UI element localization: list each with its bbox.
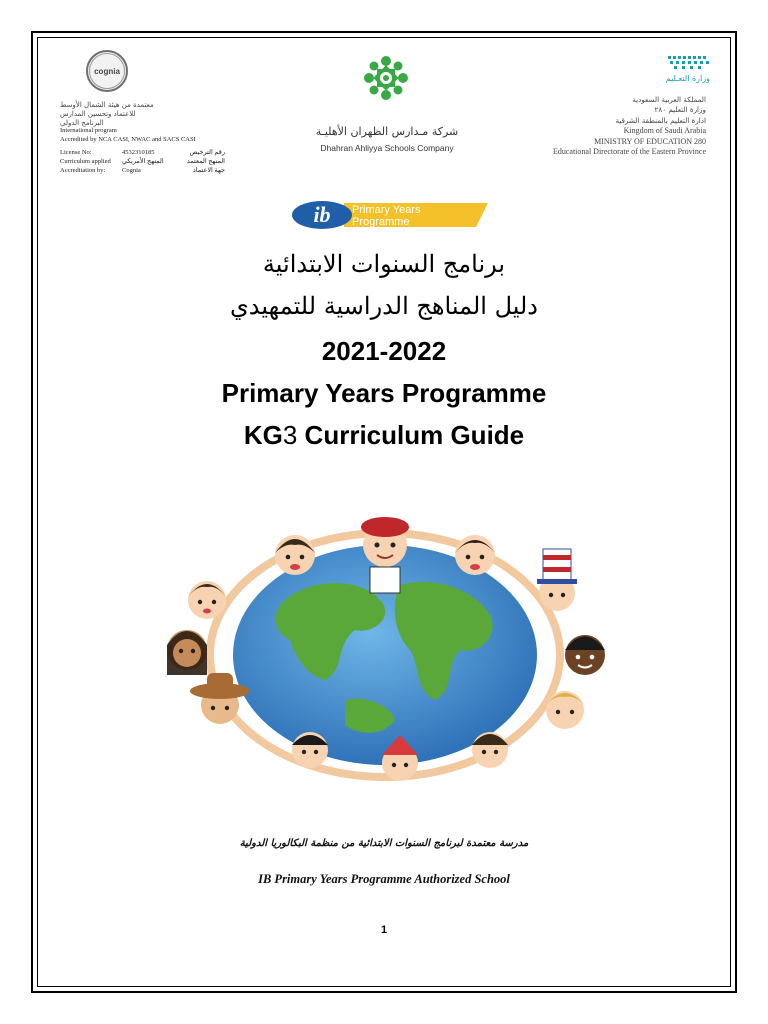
ministry-line: وزارة التعليم ٢٨٠ xyxy=(654,105,706,115)
license-table xyxy=(60,148,225,175)
ministry-logo-text: وزارة التعـليم xyxy=(665,74,710,83)
ministry-line: ادارة التعليم بالمنطقة الشرقية xyxy=(615,115,706,125)
children-around-globe-illustration xyxy=(145,505,625,790)
title-arabic-line2: دليل المناهج الدراسية للتمهيدي xyxy=(230,292,538,320)
license-label-ar: رقم الترخيص xyxy=(189,149,225,156)
license-value: 4532310185 xyxy=(122,149,155,156)
accreditation-arabic xyxy=(60,101,230,128)
footer-english-authorized: IB Primary Years Programme Authorized School xyxy=(258,872,510,886)
page-number: 1 xyxy=(380,924,388,936)
dhahran-arabic-name: شركة مـدارس الظهران الأهليـة xyxy=(315,125,459,138)
license-value: المنهج الأمريكي xyxy=(122,158,164,165)
kg-suffix: Curriculum Guide xyxy=(297,420,525,450)
kg-prefix: KG xyxy=(243,420,283,450)
ib-pyp-badge xyxy=(292,199,488,231)
ministry-line: Educational Directorate of the Eastern Province xyxy=(552,147,706,157)
ministry-education-logo xyxy=(668,54,710,70)
child-bottom-right xyxy=(472,732,508,768)
child-left-upper xyxy=(188,581,226,619)
child-right xyxy=(565,635,605,675)
title-year: 2021-2022 xyxy=(321,336,447,366)
license-row xyxy=(60,166,225,175)
license-row xyxy=(60,157,225,166)
ministry-line: Kingdom of Saudi Arabia xyxy=(623,126,706,136)
international-program-text: International program xyxy=(60,127,117,134)
kg-number: 3 xyxy=(282,420,298,450)
title-curriculum-guide xyxy=(0,420,768,451)
title-programme: Primary Years Programme xyxy=(221,378,547,408)
license-value: Cognia xyxy=(122,167,141,174)
accredited-by-text: Accredited by NCA CASI, NWAC and SACS CASI xyxy=(60,136,196,143)
ministry-line: المملكة العربية السعودية xyxy=(632,95,706,104)
accreditation-arabic-line: البرنامج الدولي xyxy=(60,119,104,127)
cognia-logo xyxy=(86,50,128,92)
license-label: Accreditation by: xyxy=(60,167,106,174)
child-bottom-left xyxy=(292,732,328,768)
title-arabic-line1: برنامج السنوات الابتدائية xyxy=(262,250,506,278)
child-top-right xyxy=(455,535,495,575)
ib-line2: Programme xyxy=(352,216,410,228)
license-label-ar: المنهج المعتمد xyxy=(186,158,225,165)
ministry-line: MINISTRY OF EDUCATION 280 xyxy=(594,136,706,146)
license-label: Curriculum applied xyxy=(60,158,111,165)
child-uncle-sam xyxy=(537,549,577,611)
child-left xyxy=(167,630,207,675)
ministry-address-block xyxy=(500,95,706,157)
accreditation-arabic-line: معتمدة من هيئة الشمال الأوسط xyxy=(60,101,154,109)
child-top-left xyxy=(275,535,315,575)
ib-line1: Primary Years xyxy=(352,204,421,216)
cognia-logo-text: cognia xyxy=(89,53,125,89)
accreditation-arabic-line: للاعتماد وتحسين المدارس xyxy=(60,110,136,118)
dhahran-schools-logo xyxy=(364,56,408,100)
footer-arabic-authorized: مدرسة معتمدة لبرنامج السنوات الابتدائية من منظمة البكالوريا الدولية xyxy=(239,838,529,849)
license-label: License No: xyxy=(60,149,92,156)
dhahran-english-name: Dhahran Ahliyya Schools Company xyxy=(320,143,454,153)
child-right-lower xyxy=(546,691,584,729)
ib-logo-text: ib xyxy=(313,202,331,227)
license-label-ar: جهة الاعتماد xyxy=(192,167,225,174)
license-row xyxy=(60,148,225,157)
